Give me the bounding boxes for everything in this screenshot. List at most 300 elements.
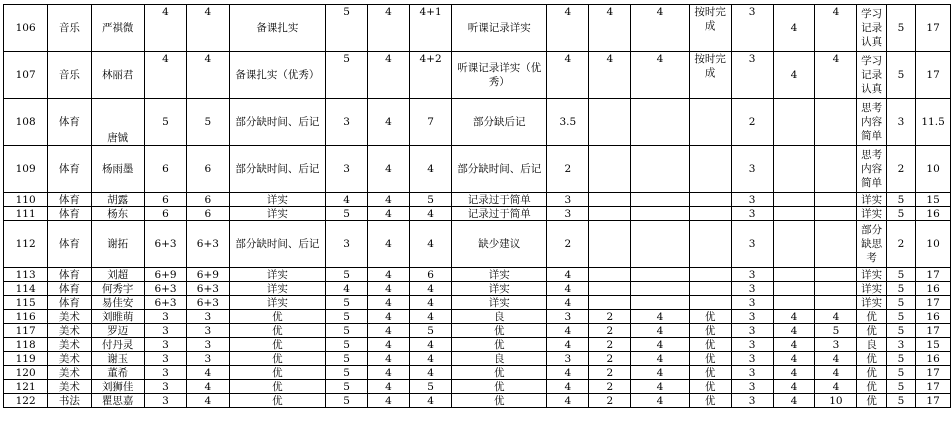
- observation-comment: 优: [452, 324, 547, 338]
- subject: 美术: [48, 310, 91, 324]
- observation-comment: 缺少建议: [452, 221, 547, 268]
- score-8: [631, 146, 689, 193]
- score-7: [589, 268, 631, 282]
- teacher-name: 瞿思嘉: [91, 394, 144, 408]
- score-12: 2: [886, 221, 915, 268]
- score-12: 5: [886, 268, 915, 282]
- subject: 体育: [48, 221, 91, 268]
- score-7: [589, 282, 631, 296]
- score-3: 5: [326, 296, 368, 310]
- row-number: 111: [4, 207, 48, 221]
- subject: 美术: [48, 324, 91, 338]
- score-12: 5: [886, 282, 915, 296]
- score-6: 4: [547, 338, 589, 352]
- study-comment: 详实: [857, 207, 886, 221]
- teacher-name: 胡露: [91, 193, 144, 207]
- score-11: 4: [815, 310, 857, 324]
- score-12: 3: [886, 99, 915, 146]
- score-7: [589, 99, 631, 146]
- completion-status: 优: [689, 394, 731, 408]
- score-5: 4: [409, 296, 451, 310]
- completion-status: [689, 207, 731, 221]
- teacher-name: 易佳安: [91, 296, 144, 310]
- score-5: 4: [409, 352, 451, 366]
- prep-comment: 优: [229, 394, 326, 408]
- score-1: 3: [144, 324, 186, 338]
- prep-comment: 优: [229, 324, 326, 338]
- score-2: 6+9: [187, 268, 229, 282]
- score-11: [815, 146, 857, 193]
- score-10: 4: [773, 52, 815, 99]
- subject: 体育: [48, 146, 91, 193]
- completion-status: [689, 193, 731, 207]
- score-8: [631, 99, 689, 146]
- score-10: [773, 282, 815, 296]
- table-row: [4, 366, 951, 380]
- table-row: [4, 296, 951, 310]
- score-11: 4: [815, 52, 857, 99]
- subject: 体育: [48, 193, 91, 207]
- total-score: 16: [916, 282, 951, 296]
- score-4: 4: [368, 268, 410, 282]
- table-row: [4, 5, 951, 52]
- teacher-name: 董希: [91, 366, 144, 380]
- score-2: 6: [187, 146, 229, 193]
- score-1: 6: [144, 193, 186, 207]
- score-9: 3: [731, 146, 773, 193]
- score-8: [631, 221, 689, 268]
- teacher-name: 罗迈: [91, 324, 144, 338]
- score-8: 4: [631, 52, 689, 99]
- score-5: 7: [409, 99, 451, 146]
- prep-comment: 部分缺时间、后记: [229, 99, 326, 146]
- table-row: [4, 352, 951, 366]
- score-11: [815, 207, 857, 221]
- total-score: 10: [916, 146, 951, 193]
- score-11: [815, 282, 857, 296]
- score-10: [773, 99, 815, 146]
- study-comment: 优: [857, 394, 886, 408]
- score-7: 2: [589, 310, 631, 324]
- score-11: 5: [815, 324, 857, 338]
- score-11: [815, 268, 857, 282]
- score-12: 5: [886, 207, 915, 221]
- observation-comment: 部分缺后记: [452, 99, 547, 146]
- study-comment: 部分缺思考: [857, 221, 886, 268]
- score-6: 3: [547, 352, 589, 366]
- score-4: 4: [368, 5, 410, 52]
- teacher-name: 杨东: [91, 207, 144, 221]
- total-score: 17: [916, 5, 951, 52]
- score-4: 4: [368, 296, 410, 310]
- score-2: 3: [187, 310, 229, 324]
- score-8: 4: [631, 324, 689, 338]
- score-2: 6: [187, 207, 229, 221]
- completion-status: [689, 296, 731, 310]
- score-3: 3: [326, 221, 368, 268]
- score-10: 4: [773, 366, 815, 380]
- subject: 书法: [48, 394, 91, 408]
- row-number: 116: [4, 310, 48, 324]
- score-3: 4: [326, 193, 368, 207]
- study-comment: 学习记录认真: [857, 52, 886, 99]
- score-11: 4: [815, 352, 857, 366]
- study-comment: 思考内容简单: [857, 99, 886, 146]
- score-9: 3: [731, 338, 773, 352]
- score-10: 4: [773, 338, 815, 352]
- score-7: [589, 146, 631, 193]
- score-11: 4: [815, 5, 857, 52]
- score-9: 3: [731, 5, 773, 52]
- score-1: 6: [144, 207, 186, 221]
- prep-comment: 优: [229, 380, 326, 394]
- score-4: 4: [368, 380, 410, 394]
- subject: 美术: [48, 338, 91, 352]
- score-12: 5: [886, 296, 915, 310]
- completion-status: 按时完成: [689, 52, 731, 99]
- score-10: [773, 296, 815, 310]
- score-3: 5: [326, 338, 368, 352]
- observation-comment: 优: [452, 338, 547, 352]
- score-3: 5: [326, 5, 368, 52]
- total-score: 17: [916, 268, 951, 282]
- total-score: 17: [916, 380, 951, 394]
- score-8: [631, 282, 689, 296]
- score-10: 4: [773, 310, 815, 324]
- row-number: 122: [4, 394, 48, 408]
- score-9: 3: [731, 193, 773, 207]
- score-12: 2: [886, 146, 915, 193]
- score-7: 2: [589, 380, 631, 394]
- score-6: 4: [547, 380, 589, 394]
- row-number: 117: [4, 324, 48, 338]
- score-4: 4: [368, 282, 410, 296]
- score-2: 3: [187, 352, 229, 366]
- score-6: 4: [547, 324, 589, 338]
- subject: 美术: [48, 352, 91, 366]
- completion-status: [689, 268, 731, 282]
- study-comment: 思考内容简单: [857, 146, 886, 193]
- score-2: 5: [187, 99, 229, 146]
- score-7: 2: [589, 352, 631, 366]
- score-6: 4: [547, 366, 589, 380]
- study-comment: 良: [857, 338, 886, 352]
- row-number: 114: [4, 282, 48, 296]
- score-6: 2: [547, 146, 589, 193]
- score-12: 5: [886, 366, 915, 380]
- score-7: 4: [589, 5, 631, 52]
- table-body: [4, 5, 951, 408]
- total-score: 16: [916, 352, 951, 366]
- score-5: 4: [409, 282, 451, 296]
- score-1: 6+3: [144, 296, 186, 310]
- score-9: 3: [731, 296, 773, 310]
- score-12: 3: [886, 338, 915, 352]
- score-11: 10: [815, 394, 857, 408]
- subject: 美术: [48, 380, 91, 394]
- score-10: [773, 268, 815, 282]
- completion-status: [689, 99, 731, 146]
- score-9: 3: [731, 352, 773, 366]
- score-9: 3: [731, 268, 773, 282]
- score-11: [815, 221, 857, 268]
- observation-comment: 良: [452, 352, 547, 366]
- row-number: 110: [4, 193, 48, 207]
- total-score: 17: [916, 324, 951, 338]
- prep-comment: 详实: [229, 207, 326, 221]
- score-3: 5: [326, 324, 368, 338]
- completion-status: 优: [689, 352, 731, 366]
- completion-status: 优: [689, 366, 731, 380]
- row-number: 118: [4, 338, 48, 352]
- score-6: 4: [547, 394, 589, 408]
- score-4: 4: [368, 310, 410, 324]
- score-6: 3: [547, 207, 589, 221]
- score-8: 4: [631, 380, 689, 394]
- score-12: 5: [886, 193, 915, 207]
- subject: 体育: [48, 282, 91, 296]
- teacher-name: 谢玉: [91, 352, 144, 366]
- row-number: 109: [4, 146, 48, 193]
- score-11: 4: [815, 380, 857, 394]
- teacher-name: 刘超: [91, 268, 144, 282]
- row-number: 120: [4, 366, 48, 380]
- score-11: 3: [815, 338, 857, 352]
- score-4: 4: [368, 324, 410, 338]
- total-score: 17: [916, 296, 951, 310]
- score-2: 6+3: [187, 282, 229, 296]
- score-6: 3: [547, 310, 589, 324]
- prep-comment: 部分缺时间、后记: [229, 146, 326, 193]
- score-2: 4: [187, 5, 229, 52]
- subject: 音乐: [48, 5, 91, 52]
- subject: 体育: [48, 99, 91, 146]
- score-5: 4+2: [409, 52, 451, 99]
- score-7: 2: [589, 324, 631, 338]
- score-4: 4: [368, 338, 410, 352]
- score-12: 5: [886, 52, 915, 99]
- score-7: [589, 296, 631, 310]
- prep-comment: 备课扎实: [229, 5, 326, 52]
- study-comment: 学习记录认真: [857, 5, 886, 52]
- study-comment: 优: [857, 366, 886, 380]
- completion-status: 优: [689, 338, 731, 352]
- prep-comment: 详实: [229, 282, 326, 296]
- score-10: [773, 221, 815, 268]
- score-9: 3: [731, 394, 773, 408]
- score-4: 4: [368, 352, 410, 366]
- observation-comment: 部分缺时间、后记: [452, 146, 547, 193]
- score-10: [773, 146, 815, 193]
- observation-comment: 详实: [452, 296, 547, 310]
- score-8: 4: [631, 5, 689, 52]
- score-3: 3: [326, 99, 368, 146]
- score-2: 4: [187, 52, 229, 99]
- teacher-name: 刘狮佳: [91, 380, 144, 394]
- score-3: 5: [326, 268, 368, 282]
- prep-comment: 详实: [229, 296, 326, 310]
- score-8: 4: [631, 338, 689, 352]
- score-7: 2: [589, 366, 631, 380]
- score-5: 5: [409, 193, 451, 207]
- score-12: 5: [886, 394, 915, 408]
- score-4: 4: [368, 193, 410, 207]
- score-1: 6+3: [144, 221, 186, 268]
- table-row: [4, 146, 951, 193]
- observation-comment: 记录过于简单: [452, 207, 547, 221]
- prep-comment: 部分缺时间、后记: [229, 221, 326, 268]
- teacher-name: 付丹灵: [91, 338, 144, 352]
- table-row: [4, 193, 951, 207]
- score-4: 4: [368, 207, 410, 221]
- score-4: 4: [368, 52, 410, 99]
- subject: 体育: [48, 268, 91, 282]
- score-9: 2: [731, 99, 773, 146]
- score-7: [589, 221, 631, 268]
- score-1: 4: [144, 52, 186, 99]
- score-5: 5: [409, 380, 451, 394]
- score-1: 5: [144, 99, 186, 146]
- prep-comment: 优: [229, 310, 326, 324]
- completion-status: 优: [689, 324, 731, 338]
- score-9: 3: [731, 380, 773, 394]
- score-8: 4: [631, 366, 689, 380]
- completion-status: 优: [689, 380, 731, 394]
- subject: 音乐: [48, 52, 91, 99]
- score-9: 3: [731, 52, 773, 99]
- score-5: 4: [409, 221, 451, 268]
- study-comment: 优: [857, 310, 886, 324]
- teacher-name: 严祺微: [91, 5, 144, 52]
- score-5: 4: [409, 394, 451, 408]
- score-5: 6: [409, 268, 451, 282]
- row-number: 119: [4, 352, 48, 366]
- score-12: 5: [886, 324, 915, 338]
- score-4: 4: [368, 366, 410, 380]
- completion-status: [689, 146, 731, 193]
- score-7: [589, 193, 631, 207]
- completion-status: [689, 282, 731, 296]
- prep-comment: 优: [229, 352, 326, 366]
- table-row: [4, 380, 951, 394]
- score-8: [631, 296, 689, 310]
- study-comment: 详实: [857, 268, 886, 282]
- prep-comment: 备课扎实（优秀）: [229, 52, 326, 99]
- score-5: 4: [409, 146, 451, 193]
- row-number: 107: [4, 52, 48, 99]
- score-11: [815, 99, 857, 146]
- observation-comment: 听课记录详实: [452, 5, 547, 52]
- observation-comment: 优: [452, 366, 547, 380]
- score-2: 4: [187, 380, 229, 394]
- score-3: 5: [326, 52, 368, 99]
- score-2: 4: [187, 366, 229, 380]
- total-score: 17: [916, 394, 951, 408]
- score-8: [631, 193, 689, 207]
- score-12: 5: [886, 310, 915, 324]
- score-2: 3: [187, 338, 229, 352]
- score-1: 3: [144, 310, 186, 324]
- score-3: 5: [326, 352, 368, 366]
- score-12: 5: [886, 352, 915, 366]
- subject: 体育: [48, 207, 91, 221]
- score-10: 4: [773, 352, 815, 366]
- study-comment: 优: [857, 352, 886, 366]
- total-score: 15: [916, 193, 951, 207]
- score-2: 6+3: [187, 296, 229, 310]
- score-2: 4: [187, 394, 229, 408]
- prep-comment: 优: [229, 366, 326, 380]
- score-10: 4: [773, 5, 815, 52]
- score-7: 2: [589, 394, 631, 408]
- score-1: 6+3: [144, 282, 186, 296]
- completion-status: [689, 221, 731, 268]
- score-10: [773, 193, 815, 207]
- score-1: 3: [144, 380, 186, 394]
- score-11: [815, 193, 857, 207]
- study-comment: 详实: [857, 282, 886, 296]
- table-row: [4, 268, 951, 282]
- score-10: 4: [773, 380, 815, 394]
- score-10: [773, 207, 815, 221]
- score-3: 5: [326, 394, 368, 408]
- score-9: 3: [731, 310, 773, 324]
- score-3: 5: [326, 207, 368, 221]
- score-6: 4: [547, 268, 589, 282]
- score-7: 4: [589, 52, 631, 99]
- score-12: 5: [886, 5, 915, 52]
- score-1: 4: [144, 5, 186, 52]
- row-number: 113: [4, 268, 48, 282]
- score-11: 4: [815, 366, 857, 380]
- score-6: 3: [547, 193, 589, 207]
- total-score: 10: [916, 221, 951, 268]
- score-8: 4: [631, 352, 689, 366]
- table-row: [4, 310, 951, 324]
- score-1: 3: [144, 338, 186, 352]
- score-2: 6+3: [187, 221, 229, 268]
- observation-comment: 优: [452, 394, 547, 408]
- score-9: 3: [731, 207, 773, 221]
- score-3: 4: [326, 282, 368, 296]
- score-9: 3: [731, 324, 773, 338]
- total-score: 17: [916, 52, 951, 99]
- score-7: 2: [589, 338, 631, 352]
- score-5: 4: [409, 207, 451, 221]
- score-6: 4: [547, 52, 589, 99]
- table-row: [4, 99, 951, 146]
- observation-comment: 详实: [452, 268, 547, 282]
- observation-comment: 详实: [452, 282, 547, 296]
- score-6: 3.5: [547, 99, 589, 146]
- score-6: 2: [547, 221, 589, 268]
- score-4: 4: [368, 99, 410, 146]
- score-7: [589, 207, 631, 221]
- teacher-name: 何秀宇: [91, 282, 144, 296]
- total-score: 11.5: [916, 99, 951, 146]
- total-score: 16: [916, 207, 951, 221]
- score-4: 4: [368, 394, 410, 408]
- table-row: [4, 338, 951, 352]
- subject: 美术: [48, 366, 91, 380]
- score-1: 3: [144, 394, 186, 408]
- completion-status: 优: [689, 310, 731, 324]
- table-row: [4, 282, 951, 296]
- score-3: 3: [326, 146, 368, 193]
- row-number: 121: [4, 380, 48, 394]
- total-score: 16: [916, 310, 951, 324]
- row-number: 106: [4, 5, 48, 52]
